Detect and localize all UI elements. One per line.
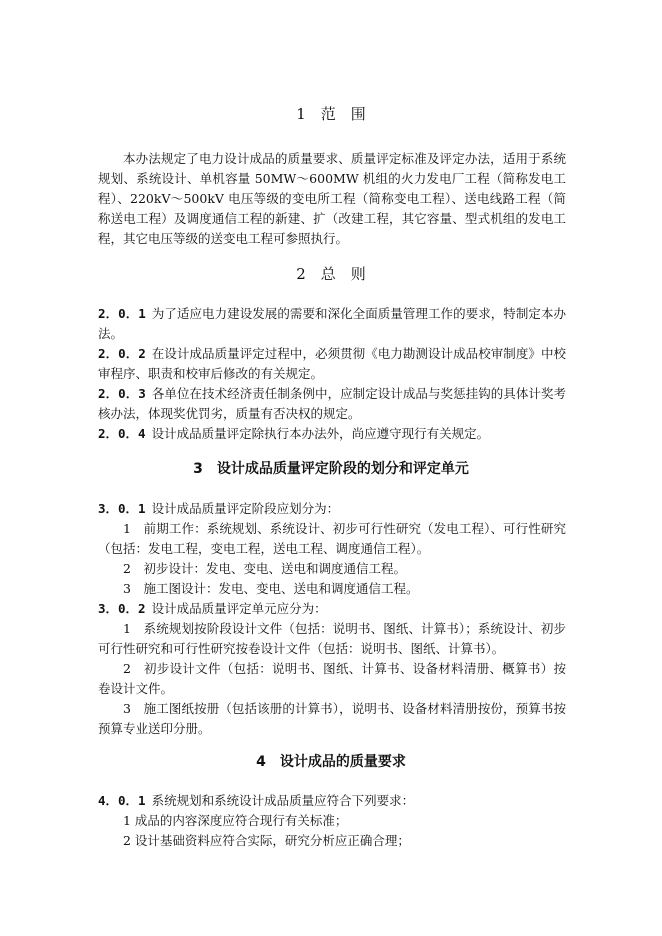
section-4-title: 4 设计成品的质量要求 <box>256 754 406 770</box>
clause-number: 2．0．2 <box>98 346 146 361</box>
list-item: 3 施工图纸按册（包括该册的计算书），说明书、设备材料清册按份，预算书按预算专业送印分册。 <box>98 701 566 736</box>
list-item: 2 初步设计文件（包括：说明书、图纸、计算书、设备材料清册、概算书）按卷设计文件。 <box>98 661 566 696</box>
section-3-title: 3 设计成品质量评定阶段的划分和评定单元 <box>193 461 469 477</box>
clause-2-0-4 <box>98 424 566 444</box>
clause-number: 2．0．3 <box>98 386 146 401</box>
list-item: 1 系统规划按阶段设计文件（包括：说明书、图纸、计算书）；系统设计、初步可行性研究和可行性研究按卷设计文件（包括：说明书、图纸、计算书）。 <box>98 621 566 656</box>
list-item: 2 初步设计：发电、变电、送电和调度通信工程。 <box>123 561 406 576</box>
clause-number: 4．0．1 <box>98 793 146 808</box>
clause-3-0-2 <box>98 599 566 619</box>
clause-number: 3．0．2 <box>98 601 146 616</box>
section-2-title: 2 总 则 <box>296 265 366 283</box>
list-item: 1 前期工作：系统规划、系统设计、初步可行性研究（发电工程）、可行性研究（包括：发电工程，变电工程，送电工程、调度通信工程）。 <box>98 521 566 556</box>
clause-number: 2．0．4 <box>98 426 146 441</box>
clause-3-0-1 <box>98 499 566 519</box>
clause-text: 各单位在技术经济责任制条例中，应制定设计成品与奖惩挂钩的具体计奖考核办法，体现奖优罚劣，质量有否决权的规定。 <box>98 386 566 421</box>
clause-2-0-3 <box>98 384 566 424</box>
clause-number: 2．0．1 <box>98 306 146 321</box>
section-1-body: 本办法规定了电力设计成品的质量要求、质量评定标准及评定办法，适用于系统规划、系统设计、单机容量 50MW～600MW 机组的火力发电厂工程（简称发电工程）、220kV～500kV 电压等级的变电所工程（简称变电工程）、送电线路工程（简称送电工程）及调度通信工程的新建、扩（改建工程，其它容量、型式机组的发电工程，其它电压等级的送变电工程可参照执行。 <box>98 151 566 246</box>
clause-text: 设计成品质量评定单元应分为： <box>151 601 327 616</box>
list-item: 2 设计基础资料应符合实际，研究分析应正确合理； <box>123 833 410 848</box>
list-item: 1 成品的内容深度应符合现行有关标准； <box>123 813 348 828</box>
clause-2-0-2 <box>98 344 566 384</box>
section-1-title: 1 范 围 <box>296 105 366 123</box>
clause-number: 3．0．1 <box>98 501 146 516</box>
clause-text: 在设计成品质量评定过程中，必须贯彻《电力勘测设计成品校审制度》中校审程序、职责和校审后修改的有关规定。 <box>98 346 566 381</box>
clause-text: 系统规划和系统设计成品质量应符合下列要求： <box>151 793 415 808</box>
list-item: 3 施工图设计：发电、变电、送电和调度通信工程。 <box>123 581 419 596</box>
clause-text: 设计成品质量评定除执行本办法外，尚应遵守现行有关规定。 <box>151 426 490 441</box>
clause-4-0-1 <box>98 791 566 811</box>
clause-text: 设计成品质量评定阶段应划分为： <box>151 501 340 516</box>
clause-text: 为了适应电力建设发展的需要和深化全面质量管理工作的要求，特制定本办法。 <box>98 306 566 341</box>
clause-2-0-1 <box>98 304 566 344</box>
